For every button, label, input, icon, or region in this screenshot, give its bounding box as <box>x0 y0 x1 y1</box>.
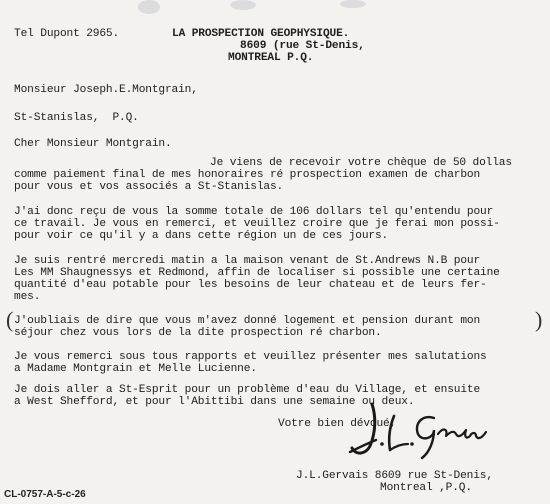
paragraph-3-line: mes. <box>14 291 41 303</box>
paragraph-1-line: comme paiement final de mes honoraires ré prospection examen de charbon <box>14 169 481 181</box>
paper-stain <box>340 0 366 8</box>
paragraph-5-line: Je vous remerci sous tous rapports et veuillez présenter mes salutations <box>14 351 487 363</box>
letterhead-city: MONTREAL P.Q. <box>228 52 314 64</box>
paragraph-5-line: a Madame Montgrain et Melle Lucienne. <box>14 363 257 375</box>
handwritten-signature <box>342 396 492 466</box>
paragraph-3-line: quantité d'eau potable pour les besoins de leur chateau et de leurs fer- <box>14 279 487 291</box>
left-margin-bracket: ( <box>6 307 14 332</box>
recipient-town: St-Stanislas, P.Q. <box>14 112 139 124</box>
paragraph-2-line: ce travail. Je vous en remerci, et veuillez croire que je ferai mon possi- <box>14 218 500 230</box>
letterhead-company: LA PROSPECTION GEOPHYSIQUE. <box>172 28 350 40</box>
recipient-name: Monsieur Joseph.E.Montgrain, <box>14 84 198 96</box>
paragraph-3-line: Les MM Shaugnessys et Redmond, affin de localiser si possible une certaine <box>14 267 500 279</box>
paragraph-4-line: séjour chez vous lors de la dite prospection ré charbon. <box>14 327 382 339</box>
paper-stain <box>138 0 160 14</box>
paragraph-3-line: Je suis rentré mercredi matin a la maison venant de St.Andrews N.B pour <box>14 255 481 267</box>
paragraph-1-line: Je viens de recevoir votre chèque de 50 dollas <box>210 157 512 169</box>
sender-address-line: J.L.Gervais 8609 rue St-Denis, <box>296 470 493 482</box>
paragraph-2-line: pour voir ce qu'il y a dans cette région un de ces jours. <box>14 230 389 242</box>
archive-reference: CL-0757-A-5-c-26 <box>4 489 86 500</box>
paragraph-6-line: Je dois aller a St-Esprit pour un problème d'eau du Village, et ensuite <box>14 384 481 396</box>
paragraph-4-line: J'oubliais de dire que vous m'avez donné logement et pension durant mon <box>14 315 481 327</box>
paragraph-6-line: a West Shefford, et pour l'Abittibi dans une semaine ou deux. <box>14 396 415 408</box>
closing: Votre bien dévoué, <box>278 418 397 430</box>
salutation: Cher Monsieur Montgrain. <box>14 138 172 150</box>
sender-address-line: Montreal ,P.Q. <box>380 482 472 494</box>
paragraph-1-line: pour vous et vos associés a St-Stanislas. <box>14 181 284 193</box>
right-margin-bracket: ) <box>535 307 543 332</box>
letterhead-street: 8609 (rue St-Denis, <box>240 40 365 52</box>
paragraph-2-line: J'ai donc reçu de vous la somme totale de 106 dollars tel qu'entendu pour <box>14 206 494 218</box>
header-phone: Tel Dupont 2965. <box>14 28 120 40</box>
paper-stain <box>230 0 256 10</box>
